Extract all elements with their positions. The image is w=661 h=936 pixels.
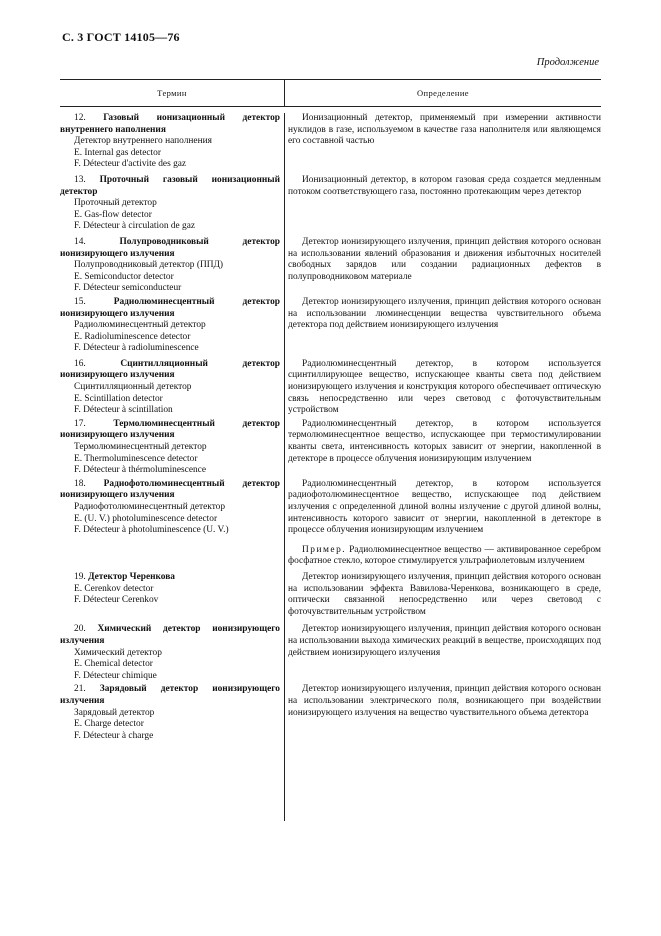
definition-cell: Детектор ионизирующего излучения, принцип действия которого основан на использовании люминесценции вещества чувствительного объема детектора под действием ионизирующего излучения: [288, 296, 601, 331]
term-english: E. Chemical detector: [74, 659, 153, 670]
definition-cell: Радиолюминесцентный детектор, в котором используется сцинтиллирующее вещество, испускающее кванты света под действием ионизирующего излучения и конструкция которого обеспечивает оптическую связь непосредственно или через световод с фоточувствительным устройством: [288, 358, 601, 416]
table-row: [60, 684, 601, 742]
table-row: [60, 419, 601, 477]
term-french: F. Détecteur à thérmoluminescence: [74, 465, 207, 476]
term-english: E. Semiconductor detector: [74, 271, 174, 282]
terms-table: [60, 79, 601, 742]
definition-cell: Радиолюминесцентный детектор, в котором используется радиофотолюминесцентное вещество, испускающее под действием излучения с определенной длиной волны излучение с другой длиной волны, интенсивность которого зависит от энергии, накопленной в детекторе в процессе облучения ионизирующим излучением Пример. Радиолюминесцентное вещество — активированное серебром фосфатное стекло, которое стимулируется ультрафиолетовым излучением: [288, 478, 601, 567]
definition-cell: Детектор ионизирующего излучения, принцип действия которого основан на использовании явлений образования и движения избыточных носителей свободных зарядов или создании радиационных дефектов в полупроводниковом материале: [288, 236, 601, 282]
term-short: Сцинтилляционный детектор: [74, 382, 192, 393]
term-title: 15. Радиолюминесцентный детектор ионизирующего излучения: [60, 296, 280, 319]
term-cell: [60, 175, 284, 233]
term-french: F. Détecteur d'activite des gaz: [74, 159, 187, 170]
definition-cell: Детектор ионизирующего излучения, принцип действия которого основан на использовании электрического поля, возникающего при воздействии ионизирующего излучения на вещество чувствительного объема детектора: [288, 684, 601, 718]
term-cell: [60, 624, 284, 682]
term-french: F. Détecteur Cerenkov: [74, 595, 159, 606]
table-row: [60, 624, 601, 682]
term-english: E. Charge detector: [74, 719, 144, 730]
table-row: [60, 175, 601, 233]
definition-cell: Детектор ионизирующего излучения, принцип действия которого основан на использовании эффекта Вавилова-Черенкова, возникающего в среде, оптически связанной непосредственно или через световод с фоточувствительным устройством: [288, 571, 601, 617]
definition-cell: Радиолюминесцентный детектор, в котором используется термолюминесцентное вещество, испускающее при термостимулировании кванты света, интенсивность которых зависит от энергии, накопленной в детекторе в процессе облучения ионизирующим излучением: [288, 418, 601, 464]
column-header-definition: Определение: [284, 80, 601, 106]
term-title: 16. Сцинтилляционный детектор ионизирующего излучения: [60, 358, 281, 381]
term-title: 19. Детектор Черенкова: [74, 571, 175, 582]
term-title: 20. Химический детектор ионизирующего излучения: [60, 624, 280, 646]
term-english: E. Scintillation detector: [74, 393, 163, 404]
term-title: 17. Термолюминесцентный детектор ионизирующего излучения: [60, 418, 280, 441]
table-row: [60, 237, 601, 295]
term-cell: [60, 479, 284, 568]
term-cell: [60, 297, 284, 355]
term-title: 14. Полупроводниковый детектор ионизирующего излучения: [60, 236, 280, 259]
term-english: E. Cerenkov detector: [74, 583, 154, 594]
term-cell: [60, 419, 284, 477]
term-title: 13. Проточный газовый ионизационный детектор: [60, 174, 280, 197]
column-header-term: Термин: [157, 88, 187, 98]
example-label: Пример.: [302, 544, 347, 555]
term-title: 12. Газовый ионизационный детектор внутреннего наполнения: [60, 113, 280, 135]
term-french: F. Détecteur à scintillation: [74, 405, 173, 416]
term-french: F. Détecteur à photoluminescence (U. V.): [74, 525, 229, 536]
term-french: F. Détecteur chimique: [74, 670, 157, 681]
term-title: 18. Радиофотолюминесцентный детектор ионизирующего излучения: [60, 478, 280, 501]
term-short: Проточный детектор: [74, 198, 157, 209]
definition-cell: Ионизационный детектор, применяемый при измерении активности нуклидов в газе, используемом в качестве газа наполнителя или являющемся его составной частью: [288, 113, 601, 147]
table-row: [60, 297, 601, 355]
term-french: F. Détecteur à circulation de gaz: [74, 221, 196, 232]
term-cell: [60, 113, 284, 171]
page-header: С. 3 ГОСТ 14105—76: [62, 30, 180, 44]
example-note: [288, 545, 601, 568]
table-row: [60, 572, 601, 618]
term-english: E. (U. V.) photoluminescence detector: [74, 513, 218, 524]
term-english: E. Internal gas detector: [74, 147, 161, 158]
table-header: [60, 79, 601, 107]
term-short: Зарядовый детектор: [74, 707, 155, 718]
term-short: Термолюминесцентный детектор: [74, 442, 207, 453]
term-short: Радиолюминесцентный детектор: [74, 320, 206, 331]
table-row: [60, 113, 601, 171]
table-row: [60, 359, 601, 417]
term-french: F. Détecteur à charge: [74, 730, 154, 741]
term-short: Полупроводниковый детектор (ППД): [74, 260, 224, 271]
example-text: Радиолюминесцентное вещество — активированное серебром фосфатное стекло, которое стимулируется ультрафиолетовым излучением: [288, 544, 601, 567]
term-french: F. Détecteur à radioluminescence: [74, 343, 199, 354]
term-short: Детектор внутреннего наполнения: [74, 136, 212, 147]
term-english: E. Thermoluminescence detector: [74, 453, 198, 464]
term-cell: [60, 237, 284, 295]
table-row: [60, 479, 601, 568]
definition-cell: Ионизационный детектор, в котором газовая среда создается медленным потоком соответствующего газа, постоянно протекающим через детектор: [288, 174, 601, 197]
term-cell: [60, 572, 284, 618]
table-body: [60, 113, 601, 742]
term-cell: [60, 359, 284, 417]
term-short: Химический детектор: [74, 647, 162, 658]
term-cell: [60, 684, 284, 742]
definition-cell: Детектор ионизирующего излучения, принцип действия которого основан на использовании выхода химических реакций в веществе, происходящих под действием ионизирующего излучения: [288, 624, 601, 658]
term-french: F. Détecteur semiconducteur: [74, 283, 182, 294]
term-short: Радиофотолюминесцентный детектор: [74, 502, 226, 512]
continuation-label: Продолжение: [536, 57, 599, 68]
term-title: 21. Зарядовый детектор ионизирующего излучения: [60, 684, 280, 706]
term-english: E. Radioluminescence detector: [74, 331, 191, 342]
term-english: E. Gas-flow detector: [74, 209, 152, 220]
